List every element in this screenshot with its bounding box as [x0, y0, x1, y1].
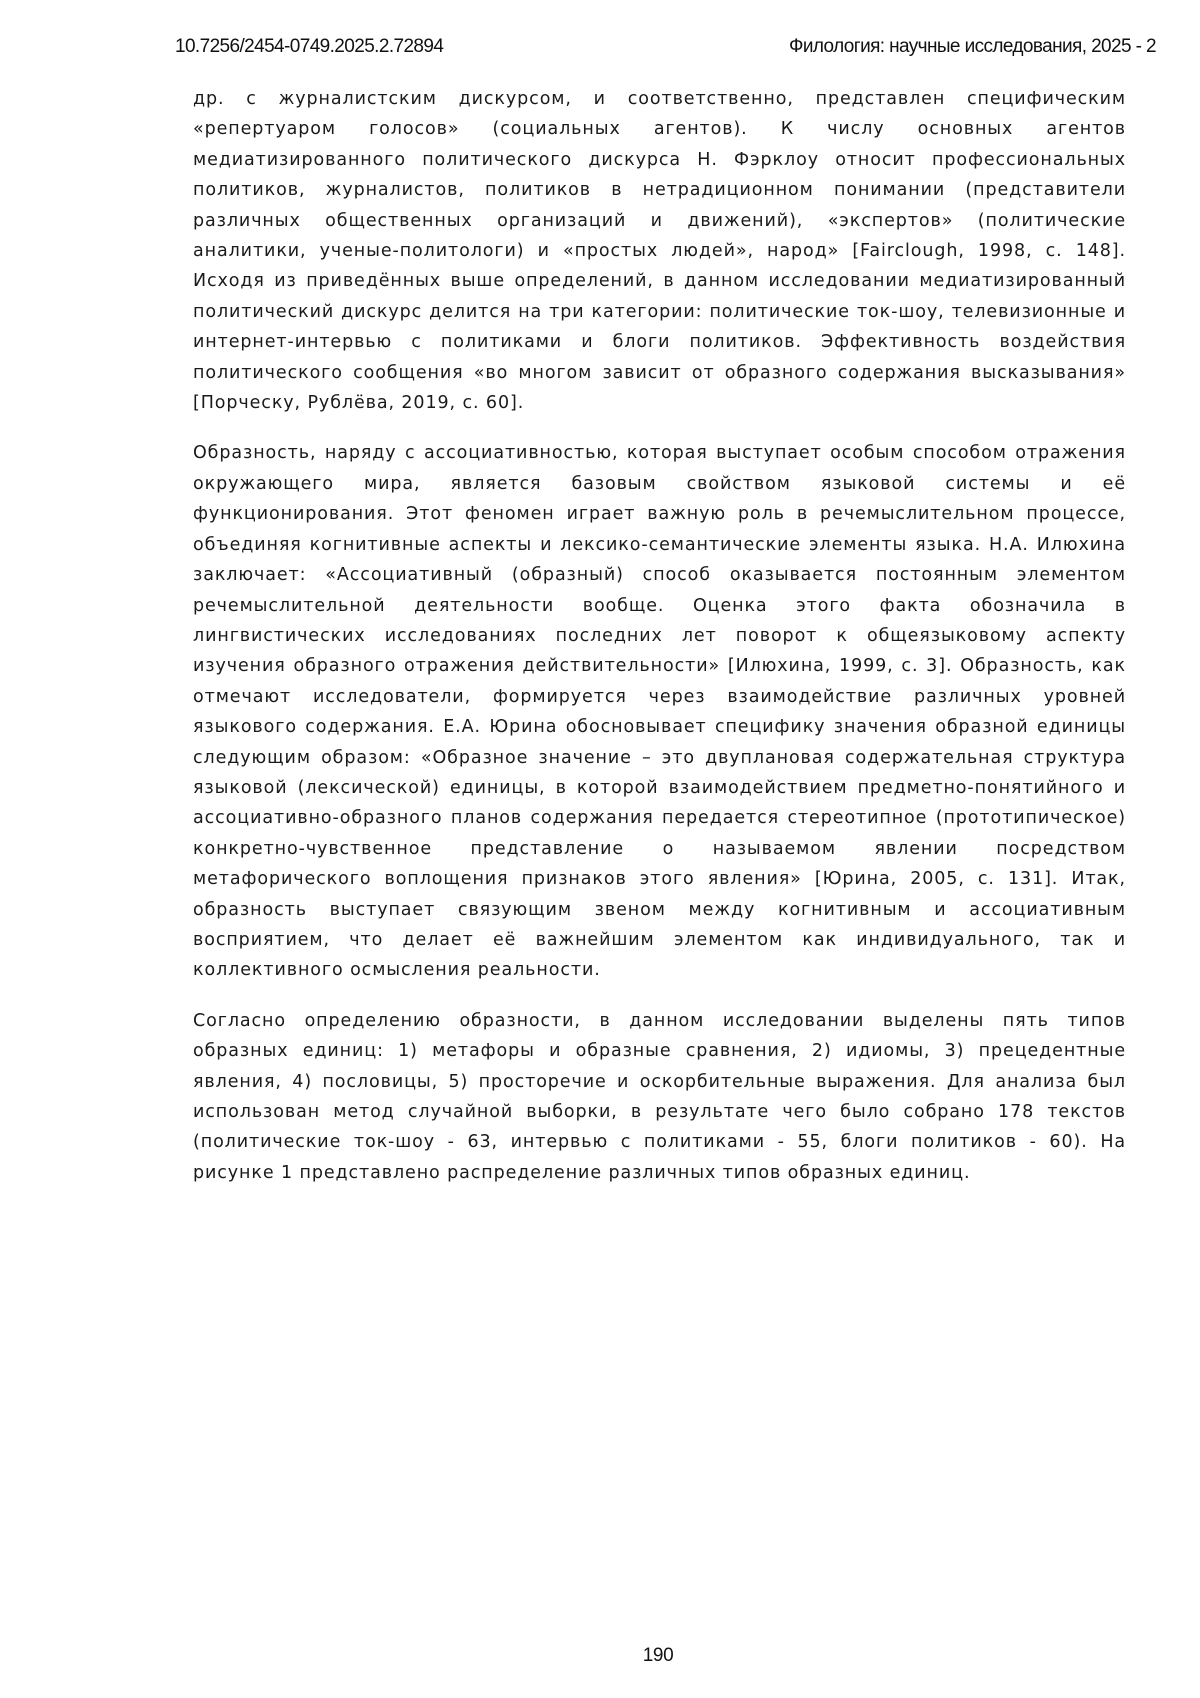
running-head — [175, 36, 1156, 62]
journal-title: Филология: научные исследования, 2025 - 2 — [788, 36, 1156, 57]
paragraph-3: Согласно определению образности, в данном исследовании выделены пять типов образных единиц: 1) метафоры и образные сравнения, 2) идиомы, 3) прецедентные явления, 4) пословицы, 5) просторечие и оскорбительные выражения. Для анализа был использован метод случайной выборки, в результате чего было собрано 178 текстов (политические ток-шоу - 63, интервью с политиками - 55, блоги политиков - 60). На рисунке 1 представлено распределение различных типов образных единиц. — [193, 1010, 1126, 1183]
doi-text: 10.7256/2454-0749.2025.2.72894 — [175, 36, 444, 57]
page-number: 190 — [642, 1645, 674, 1666]
article-body — [193, 84, 1126, 1208]
paragraph-2: Образность, наряду с ассоциативностью, которая выступает особым способом отражения окружающего мира, является базовым свойством языковой системы и её функционирования. Этот феномен играет важную роль в речемыслительном процессе, объединяя когнитивные аспекты и лексико-семантические элементы языка. Н.А. Илюхина заключает: «Ассоциативный (образный) способ оказывается постоянным элементом речемыслительной деятельности вообще. Оценка этого факта обозначила в лингвистических исследованиях последних лет поворот к общеязыковому аспекту изучения образного отражения действительности» [Илюхина, 1999, с. 3]. Образность, как отмечают исследователи, формируется через взаимодействие различных уровней языкового содержания. Е.А. Юрина обосновывает специфику значения образной единицы следующим образом: «Образное значение – это двуплановая содержательная структура языковой (лексической) единицы, в которой взаимодействием предметно-понятийного и ассоциативно-образного планов содержания передается стереотипное (прототипическое) конкретно-чувственное представление о называемом явлении посредством метафорического воплощения признаков этого явления» [Юрина, 2005, с. 131]. Итак, образность выступает связующим звеном между когнитивным и ассоциативным восприятием, что делает её важнейшим элементом как индивидуального, так и коллективного осмысления реальности. — [193, 443, 1126, 981]
paragraph-1: др. с журналистским дискурсом, и соответственно, представлен специфическим «репертуаром голосов» (социальных агентов). К числу основных агентов медиатизированного политического дискурса Н. Фэрклоу относит профессиональных политиков, журналистов, политиков в нетрадиционном понимании (представители различных общественных организаций и движений), «экспертов» (политические аналитики, ученые-политологи) и «простых людей», народ» [Fairclough, 1998, с. 148]. Исходя из приведённых выше определений, в данном исследовании медиатизированный политический дискурс делится на три категории: политические ток-шоу, телевизионные и интернет-интервью с политиками и блоги политиков. Эффективность воздействия политического сообщения «во многом зависит от образного содержания высказывания» [Порческу, Рублёва, 2019, с. 60]. — [193, 89, 1126, 414]
